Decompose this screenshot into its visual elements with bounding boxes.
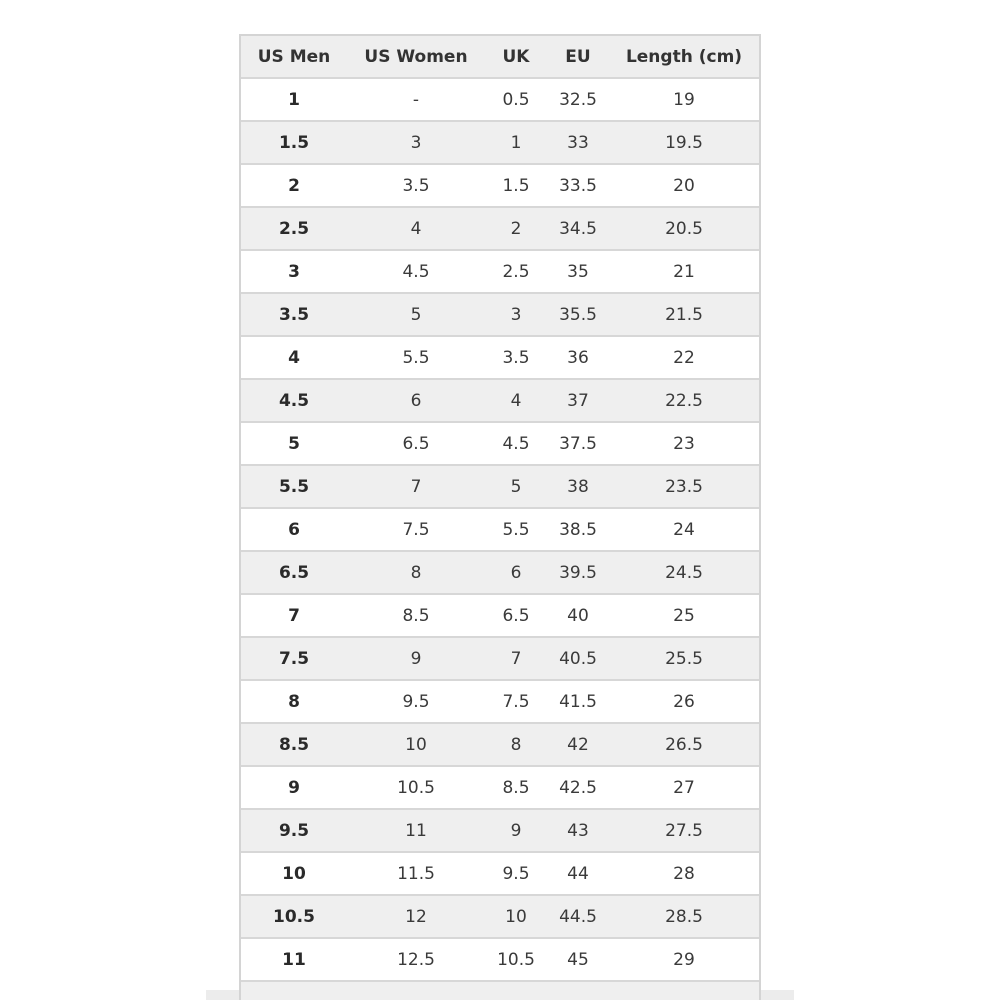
header-us-women: US Women — [347, 36, 485, 78]
cell-eu: 38.5 — [547, 508, 609, 551]
cell-length-cm: 22.5 — [609, 379, 759, 422]
cell-empty — [609, 981, 759, 1000]
cell-eu: 35 — [547, 250, 609, 293]
cell-us-women: 7 — [347, 465, 485, 508]
cell-uk: 9 — [485, 809, 547, 852]
cell-uk: 8.5 — [485, 766, 547, 809]
cell-eu: 34.5 — [547, 207, 609, 250]
table-row — [241, 422, 759, 465]
table-row — [241, 766, 759, 809]
table-row — [241, 809, 759, 852]
header-eu: EU — [547, 36, 609, 78]
cell-eu: 44.5 — [547, 895, 609, 938]
cell-uk: 5.5 — [485, 508, 547, 551]
table-row — [241, 637, 759, 680]
cell-us-women: 6.5 — [347, 422, 485, 465]
cell-us-men: 9.5 — [241, 809, 347, 852]
table-row — [241, 379, 759, 422]
cell-length-cm: 19 — [609, 78, 759, 121]
table-row — [241, 723, 759, 766]
table-row — [241, 594, 759, 637]
cell-uk: 0.5 — [485, 78, 547, 121]
cell-us-women: 8.5 — [347, 594, 485, 637]
cell-us-women: 10 — [347, 723, 485, 766]
cell-us-women: 9.5 — [347, 680, 485, 723]
cell-us-men: 7 — [241, 594, 347, 637]
header-uk: UK — [485, 36, 547, 78]
cell-us-women: 11 — [347, 809, 485, 852]
cell-us-men: 2.5 — [241, 207, 347, 250]
table-row — [241, 78, 759, 121]
cell-uk: 3.5 — [485, 336, 547, 379]
cell-eu: 33.5 — [547, 164, 609, 207]
cell-length-cm: 19.5 — [609, 121, 759, 164]
cell-uk: 9.5 — [485, 852, 547, 895]
cell-eu: 37.5 — [547, 422, 609, 465]
cell-us-women: 10.5 — [347, 766, 485, 809]
cell-us-women: 7.5 — [347, 508, 485, 551]
table-row — [241, 680, 759, 723]
cell-length-cm: 20.5 — [609, 207, 759, 250]
cell-us-men: 1 — [241, 78, 347, 121]
cell-length-cm: 26 — [609, 680, 759, 723]
cell-uk: 2 — [485, 207, 547, 250]
cell-us-men: 5 — [241, 422, 347, 465]
cell-eu: 40.5 — [547, 637, 609, 680]
table-row — [241, 121, 759, 164]
cell-eu: 44 — [547, 852, 609, 895]
cell-us-men: 4.5 — [241, 379, 347, 422]
cell-us-women: 4 — [347, 207, 485, 250]
cell-uk: 10.5 — [485, 938, 547, 981]
cell-length-cm: 21.5 — [609, 293, 759, 336]
table-body — [241, 78, 759, 1000]
cell-us-women: 3 — [347, 121, 485, 164]
table-row — [241, 250, 759, 293]
cell-us-men: 10.5 — [241, 895, 347, 938]
cell-uk: 7 — [485, 637, 547, 680]
table-row — [241, 852, 759, 895]
cell-uk: 4.5 — [485, 422, 547, 465]
cell-uk: 7.5 — [485, 680, 547, 723]
table-row — [241, 551, 759, 594]
table-row — [241, 508, 759, 551]
table-header — [241, 36, 759, 78]
cell-us-women: 12.5 — [347, 938, 485, 981]
cell-length-cm: 25 — [609, 594, 759, 637]
cell-length-cm: 20 — [609, 164, 759, 207]
cell-length-cm: 29 — [609, 938, 759, 981]
cell-length-cm: 28.5 — [609, 895, 759, 938]
cell-us-women: 5.5 — [347, 336, 485, 379]
cell-uk: 4 — [485, 379, 547, 422]
cell-length-cm: 28 — [609, 852, 759, 895]
cell-length-cm: 25.5 — [609, 637, 759, 680]
cell-eu: 33 — [547, 121, 609, 164]
cell-uk: 5 — [485, 465, 547, 508]
table-row — [241, 938, 759, 981]
cell-uk: 6.5 — [485, 594, 547, 637]
cell-length-cm: 24 — [609, 508, 759, 551]
table-row — [241, 207, 759, 250]
cell-us-men: 5.5 — [241, 465, 347, 508]
cell-uk: 10 — [485, 895, 547, 938]
cell-uk: 8 — [485, 723, 547, 766]
cell-us-men: 8 — [241, 680, 347, 723]
cell-length-cm: 21 — [609, 250, 759, 293]
table-row — [241, 465, 759, 508]
cell-eu: 37 — [547, 379, 609, 422]
cell-length-cm: 22 — [609, 336, 759, 379]
table-row — [241, 336, 759, 379]
cell-empty — [485, 981, 547, 1000]
cell-eu: 42.5 — [547, 766, 609, 809]
cell-us-women: 3.5 — [347, 164, 485, 207]
cell-us-men: 11 — [241, 938, 347, 981]
cell-us-men: 6 — [241, 508, 347, 551]
cell-us-women: 11.5 — [347, 852, 485, 895]
cell-uk: 2.5 — [485, 250, 547, 293]
cell-us-women: 5 — [347, 293, 485, 336]
size-chart-table — [241, 36, 759, 1000]
cell-length-cm: 23 — [609, 422, 759, 465]
cell-uk: 6 — [485, 551, 547, 594]
header-us-men: US Men — [241, 36, 347, 78]
cell-us-men: 1.5 — [241, 121, 347, 164]
cell-uk: 3 — [485, 293, 547, 336]
cell-us-men: 7.5 — [241, 637, 347, 680]
cell-eu: 36 — [547, 336, 609, 379]
cell-eu: 40 — [547, 594, 609, 637]
cell-eu: 32.5 — [547, 78, 609, 121]
table-row-partial — [241, 981, 759, 1000]
table-row — [241, 293, 759, 336]
cell-length-cm: 24.5 — [609, 551, 759, 594]
cell-eu: 45 — [547, 938, 609, 981]
cell-us-women: 4.5 — [347, 250, 485, 293]
cell-us-men: 8.5 — [241, 723, 347, 766]
cell-us-women: 9 — [347, 637, 485, 680]
cell-us-men: 4 — [241, 336, 347, 379]
cell-us-women: 8 — [347, 551, 485, 594]
cell-us-women: - — [347, 78, 485, 121]
cell-empty — [347, 981, 485, 1000]
cell-eu: 35.5 — [547, 293, 609, 336]
cell-us-women: 12 — [347, 895, 485, 938]
cell-eu: 38 — [547, 465, 609, 508]
cell-eu: 43 — [547, 809, 609, 852]
cell-empty — [241, 981, 347, 1000]
table-row — [241, 164, 759, 207]
cell-us-men: 3.5 — [241, 293, 347, 336]
cell-us-women: 6 — [347, 379, 485, 422]
table-row — [241, 895, 759, 938]
cell-us-men: 6.5 — [241, 551, 347, 594]
cell-us-men: 3 — [241, 250, 347, 293]
cell-us-men: 10 — [241, 852, 347, 895]
cell-us-men: 9 — [241, 766, 347, 809]
cell-empty — [547, 981, 609, 1000]
cell-us-men: 2 — [241, 164, 347, 207]
cell-length-cm: 26.5 — [609, 723, 759, 766]
cell-uk: 1.5 — [485, 164, 547, 207]
cell-length-cm: 23.5 — [609, 465, 759, 508]
cell-eu: 39.5 — [547, 551, 609, 594]
cell-eu: 41.5 — [547, 680, 609, 723]
cell-eu: 42 — [547, 723, 609, 766]
size-chart-container — [239, 34, 761, 1000]
header-length-cm: Length (cm) — [609, 36, 759, 78]
cell-length-cm: 27.5 — [609, 809, 759, 852]
cell-length-cm: 27 — [609, 766, 759, 809]
header-row — [241, 36, 759, 78]
cell-uk: 1 — [485, 121, 547, 164]
